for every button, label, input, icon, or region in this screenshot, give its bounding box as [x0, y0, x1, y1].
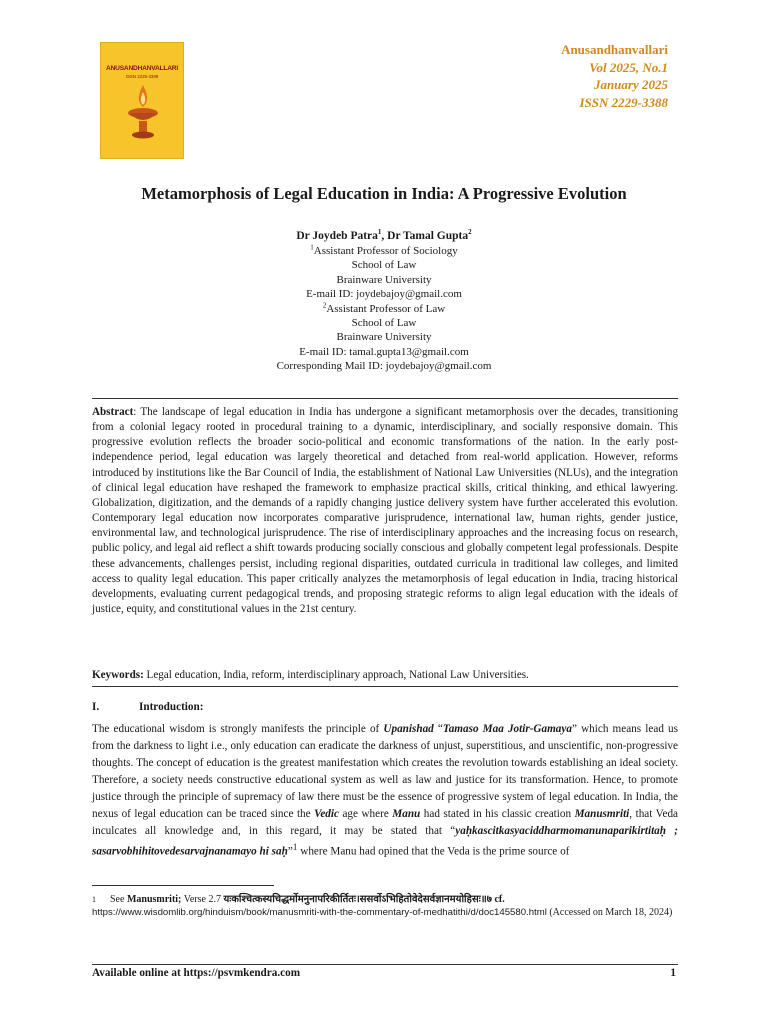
- footnote-verse: Verse 2.7: [181, 894, 224, 905]
- footnote-source: Manusmriti;: [126, 894, 182, 905]
- journal-date: January 2025: [593, 77, 668, 92]
- footnote: [92, 893, 678, 919]
- footnote-rule: [92, 885, 274, 886]
- footnote-accessed: (Accessed on March 18, 2024): [546, 907, 673, 919]
- section-heading: [92, 701, 203, 713]
- intro-tamaso: Tamaso Maa Jotir-Gamaya: [442, 723, 572, 735]
- keywords: [92, 668, 678, 683]
- intro-paragraph: [92, 721, 678, 861]
- intro-quote-open: “: [433, 723, 443, 735]
- logo-issn: ISSN 2229-3388: [125, 74, 159, 79]
- intro-text-6: ”: [287, 846, 293, 859]
- author-2: Dr Tamal Gupta: [387, 230, 469, 242]
- aff2-sup: 2: [322, 300, 327, 309]
- aff1-role-text: Assistant Professor of Sociology: [313, 245, 458, 257]
- page-number: 1: [670, 967, 676, 979]
- author-separator: ,: [381, 230, 388, 242]
- journal-issn: ISSN 2229-3388: [579, 94, 668, 110]
- author-1-sup: 1: [377, 228, 382, 237]
- intro-vedic: Vedic: [314, 808, 339, 821]
- abstract: [92, 405, 678, 617]
- author-names: [92, 229, 676, 244]
- journal-name: Anusandhanvallari: [561, 42, 668, 57]
- corresponding-email: Corresponding Mail ID: joydebajoy@gmail.com: [276, 360, 492, 373]
- keywords-label: Keywords:: [92, 669, 144, 681]
- abstract-label: Abstract: [92, 406, 134, 418]
- author-block: [92, 229, 676, 374]
- journal-info: [561, 41, 668, 111]
- journal-volume: Vol 2025, No.1: [589, 59, 668, 75]
- intro-manusmriti: Manusmriti: [574, 808, 630, 821]
- footnote-number: 1: [92, 895, 96, 904]
- aff2-email: E-mail ID: tamal.gupta13@gmail.com: [299, 345, 469, 358]
- keywords-text: Legal education, India, reform, interdisciplinary approach, National Law Universities.: [143, 669, 529, 681]
- author-2-sup: 2: [468, 228, 472, 237]
- footnote-url[interactable]: https://www.wisdomlib.org/hinduism/book/manusmriti-with-the-commentary-of-medhatithi/d/doc145580.html: [92, 907, 547, 919]
- abstract-text: : The landscape of legal education in India has undergone a significant metamorphosis over the decades, transitioning from a colonial legacy rooted in procedural training to a dynamic, interdisciplinary, and socially responsive domain. This progressive evolution reflects the broader socio-political and economic transformations of the nation. In the early post-independence period, legal education was largely theoretical and detached from real-world application. However, reforms introduced by institutions like the Bar Council of India, the establishment of National Law Universities (NLUs), and the integration of clinical legal education have reshaped the framework to emphasize practical skills, critical thinking, and ethical lawyering. Globalization, digitization, and the demands of a rapidly changing justice delivery system have further accelerated this evolution. Contemporary legal education now incorporates comparative jurisprudence, international law, human rights, gender justice, environmental law, and technological jurisprudence. The rise of interdisciplinary approaches and the increasing focus on research, public policy, and legal aid reflect a shift towards producing socially conscious and globally competent legal professionals. Despite these advancements, challenges persist, including regional disparities, outdated curricula in traditional law colleges, and limited access to quality legal education. This paper critically analyzes the metamorphosis of legal education in India, tracing historical developments, evaluating current pedagogical trends, and proposing strategic reforms to align legal education with the ideals of justice, equity, and constitutional values in the 21st century.: [92, 406, 678, 616]
- keywords-bottom-rule: [92, 686, 678, 687]
- intro-text-3: age where: [338, 808, 393, 821]
- footer-rule: [92, 964, 678, 965]
- section-title: Introduction:: [139, 701, 204, 713]
- footnote-see: See: [110, 894, 127, 905]
- aff1-sup: 1: [310, 243, 314, 252]
- intro-text-4: had stated in his classic creation: [420, 808, 575, 821]
- intro-text-5: , that Veda inculcates all knowledge and, in this regard, it may be stated that “: [92, 808, 679, 838]
- intro-manu: Manu: [392, 808, 421, 821]
- footnote-sanskrit: यःकश्चित्कस्यचिद्धर्मोमनुनापरिकीर्तितः।ससर्वोऽभिहितोवेदेसर्वज्ञानमयोहिसः॥७: [223, 894, 492, 905]
- aff2-role-text: Assistant Professor of Law: [326, 302, 446, 315]
- aff1-dept: School of Law: [351, 259, 417, 272]
- aff1-role: [92, 244, 676, 258]
- section-number: I.: [92, 701, 100, 713]
- footnote-ref[interactable]: 1: [292, 843, 298, 854]
- footnote-cf: cf.: [491, 894, 505, 905]
- intro-upanishad: Upanishad: [383, 723, 434, 735]
- intro-text-2: ” which means lead us from the darkness to light i.e., only education can eradicate the darkness of unjust, superstitious, and unscientific, non-progressive thoughts. The concept of education is the greatest manifestation which creates the revolution towards establishing an ideal society. Therefore, a society needs constructive educational system as well as law and justice for its transformation. Hence, to promote justice through the principle of supremacy of law there must be the essence of progressive system of legal education. In India, the nexus of legal education can be traced since the: [92, 723, 678, 821]
- intro-shloka: yaḥkascitkasyaciddharmomanunaparikirtitaḥ ; sasarvobhihitovedesarvajnanamayo hi saḥ: [92, 825, 678, 859]
- aff2-role: [92, 302, 676, 316]
- aff2-univ: Brainware University: [336, 331, 432, 344]
- abstract-top-rule: [92, 398, 678, 399]
- author-1: Dr Joydeb Patra: [296, 230, 378, 242]
- aff1-email: E-mail ID: joydebajoy@gmail.com: [306, 288, 462, 301]
- intro-text-7: where Manu had opined that the Veda is the prime source of: [297, 846, 570, 859]
- footer-available: Available online at https://psvmkendra.com: [92, 967, 301, 979]
- lamp-icon: [121, 83, 165, 143]
- aff2-dept: School of Law: [351, 317, 417, 330]
- journal-logo: [100, 42, 184, 159]
- paper-title: Metamorphosis of Legal Education in India: A Progressive Evolution: [141, 184, 627, 203]
- intro-text-1: The educational wisdom is strongly manifests the principle of: [92, 723, 384, 735]
- aff1-univ: Brainware University: [336, 273, 432, 286]
- logo-title: ANUSANDHANVALLARI: [106, 65, 178, 72]
